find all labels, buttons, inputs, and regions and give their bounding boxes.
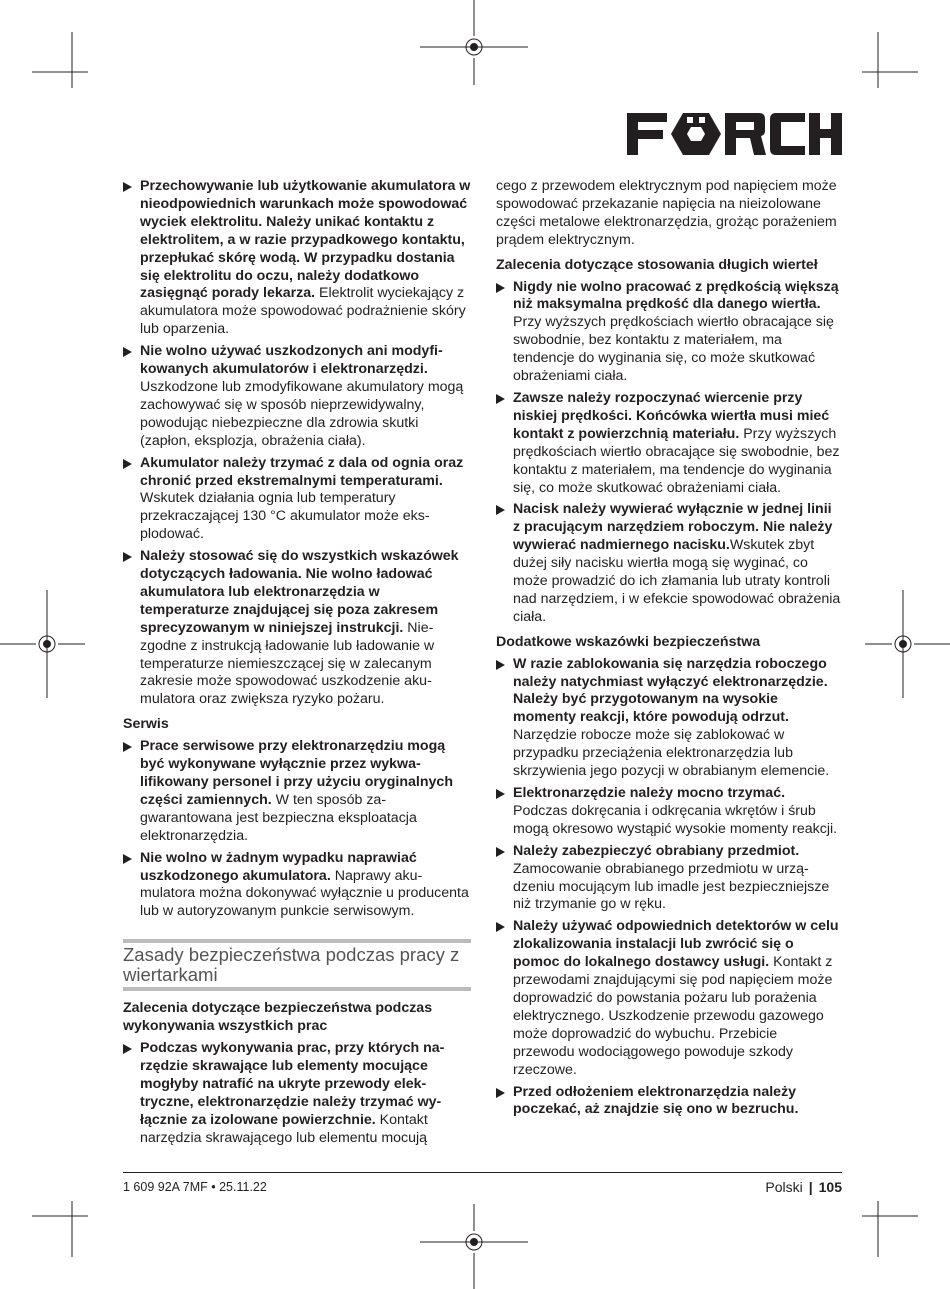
triangle-bullet-icon (123, 347, 132, 357)
triangle-bullet-icon (496, 789, 505, 799)
footer-separator: | (808, 1179, 813, 1195)
bullet-item (496, 390, 842, 497)
bullet-bold-text: Elektronarzędzie należy mocno trzymać. (513, 785, 786, 801)
bullet-bold-text: Nie wolno używać uszkodzonych ani modyfikowanych akumulatorów i elektronarzędzi. (140, 343, 443, 378)
bullet-bold-text: Nie wolno w żadnym wypadku naprawiać uszkodzonego akumulatora. (140, 849, 417, 884)
triangle-bullet-icon (496, 922, 505, 932)
bullet-item (496, 656, 842, 781)
bullet-bold-text: Podczas wykonywania prac, przy których narzędzie skrawające lub elementy mocujące mogłyby natrafić na ukryte przewody elektryczne, elektronarzędzie należy trzymać wyłącznie za izolowane powierzchnie. (140, 1040, 445, 1128)
section-title: Zasady bezpieczeństwa podczas pracy z wiertarkami (123, 944, 460, 986)
serwis-heading: Serwis (123, 716, 169, 733)
triangle-bullet-icon (123, 1044, 132, 1054)
bullet-item (496, 843, 842, 915)
bullet-text: Przy wyższych prędkościach wiertło obracające się swobodnie, bez kontaktu z materiałem, ma tendencje do wyginania się, co może skutkować obrażeniami ciała. (513, 314, 834, 385)
page-number: 105 (818, 1179, 842, 1195)
bullet-item (123, 738, 471, 845)
triangle-bullet-icon (496, 847, 505, 857)
bullet-item (496, 918, 842, 1079)
bullet-item (123, 548, 471, 709)
triangle-bullet-icon (123, 182, 132, 192)
bullet-text: Elektrolit wyciekający z akumulatora może spowodować podrażnienie skóry lub oparzenia. (140, 285, 466, 338)
bullet-text: Kontakt narzędzia skrawającego lub elementu mocują (140, 1111, 428, 1146)
bullet-text: Zamocowanie obrabianego przedmiotu w urządzeniu mocującym lub imadle jest bezpieczniejsze niż trzymanie go w ręku. (513, 860, 830, 913)
section-divider (123, 987, 471, 991)
bullet-bold-text: Należy stosować się do wszystkich wskazówek dotyczących ładowania. Nie wolno ładować akumulatora lub elektronarzędzia w temperaturze znajdującej się poza zakresem sprecyzowanym w niniejszej instrukcji. (140, 548, 459, 636)
bullet-bold-text: W razie zablokowania się narzędzia roboczego należy natychmiast wyłączyć elektronarzędzie. Należy być przygotowanym na wysokie momenty reakcji, które powodują odrzut. (513, 655, 828, 726)
bullet-text: W ten sposób zagwarantowana jest bezpieczna eksploatacja elektronarzędzia. (140, 791, 417, 844)
bullet-text: Niezgodne z instrukcją ładowanie lub ładowanie w temperaturze niemieszczącej się w zalecanym zakresie może spowodować uszkodzenie akumulatora oraz zwiększa ryzyko pożaru. (140, 619, 435, 708)
left-column (123, 178, 471, 1152)
footer-language: Polski (765, 1179, 803, 1195)
footer-divider (123, 1172, 842, 1173)
bullet-bold-text: Przechowywanie lub użytkowanie akumulatora w nieodpowiednich warunkach może spowodować wyciek elektrolitu. Należy unikać kontaktu z elektrolitem, a w razie przypadkowego kontaktu, przepłukać skórę wodą. W przypadku dostania się elektrolitu do oczu, należy dodatkowo zasięgnąć porady lekarza. (140, 178, 471, 302)
triangle-bullet-icon (496, 1088, 505, 1098)
triangle-bullet-icon (123, 854, 132, 864)
bullet-text: Kontakt z przewodami znajdującymi się pod napięciem może doprowadzić do powstania pożaru lub porażenia elektrycznego. Uszkodzenie przewodu gazowego może doprowadzić do wybuchu. Przebicie przewodu wodociągowego powoduje szkody rzeczowe. (513, 954, 833, 1078)
bullet-item (123, 343, 471, 450)
bullet-text: Wskutek zbyt dużej siły nacisku wiertła mogą się wyginać, co może prowadzić do ich złamania lub utraty kontroli nad narzędziem, i w efekcie spowodować obrażenia ciała. (513, 537, 841, 625)
bullet-item (496, 1084, 842, 1120)
bullet-text: Naprawy akumulatora można dokonywać wyłącznie u producenta lub w autoryzowanym punkcie serwisowym. (140, 867, 469, 920)
long-drill-bits-heading: Zalecenia dotyczące stosowania długich wierteł (496, 256, 818, 273)
subsection-heading: Zalecenia dotyczące bezpieczeństwa podczas wykonywania wszystkich prac (123, 1000, 433, 1035)
triangle-bullet-icon (496, 394, 505, 404)
right-column (496, 178, 842, 1123)
forch-logo (627, 111, 842, 157)
page-footer (765, 1179, 842, 1195)
bullet-text: Uszkodzone lub zmodyfikowane akumulatory mogą zachowywać się w sposób nieprzewidywalny, powodując niebezpieczne dla zdrowia skutki (zapłon, eksplozja, obrażenia ciała). (140, 378, 464, 449)
triangle-bullet-icon (496, 505, 505, 515)
bullet-item (496, 501, 842, 626)
bullet-bold-text: Przed odłożeniem elektronarzędzia należy poczekać, aż znajdzie się ono w bezruchu. (513, 1083, 799, 1118)
bullet-bold-text: Akumulator należy trzymać z dala od ognia oraz chronić przed ekstremalnymi temperaturami. (140, 454, 464, 489)
bullet-bold-text: Nigdy nie wolno pracować z prędkością większą niż maksymalna prędkość dla danego wiertła. (513, 278, 839, 313)
continuation-paragraph: cego z przewodem elektrycznym pod napięciem może spowodować przekazanie napięcia na nieizolowane części metalowe elektronarzędzia, grożąc porażeniem prądem elektrycznym. (496, 178, 837, 248)
bullet-item (123, 850, 471, 922)
bullet-bold-text: Prace serwisowe przy elektronarzędziu mogą być wykonywane wyłącznie przez wykwalifikowany personel i przy użyciu oryginalnych części zamiennych. (140, 738, 453, 808)
bullet-bold-text: Należy zabezpieczyć obrabiany przedmiot. (513, 842, 800, 859)
additional-safety-heading: Dodatkowe wskazówki bezpieczeństwa (496, 633, 761, 650)
bullet-item (123, 1040, 471, 1147)
bullet-text: Podczas dokręcania i odkręcania wkrętów i śrub mogą okresowo wystąpić wysokie momenty reakcji. (513, 802, 838, 837)
bullet-bold-text: Zawsze należy rozpoczynać wiercenie przy niskiej prędkości. Końcówka wiertła musi mieć kontakt z powierzchnią materiału. (513, 389, 830, 442)
triangle-bullet-icon (496, 283, 505, 293)
triangle-bullet-icon (123, 552, 132, 562)
bullet-bold-text: Nacisk należy wywierać wyłącznie w jednej linii z pracującym narzędziem roboczym. Nie należy wywierać nadmiernego nacisku. (513, 501, 833, 554)
section-divider (123, 939, 471, 943)
bullet-text: Przy wyższych prędkościach wiertło obracające się swobodnie, bez kontaktu z materiałem, ma tendencje do wyginania się, co może skutkować obrażeniami ciała. (513, 425, 840, 496)
triangle-bullet-icon (496, 660, 505, 670)
bullet-item (496, 785, 842, 839)
document-code: 1 609 92A 7MF • 25.11.22 (123, 1180, 267, 1194)
bullet-text: Narzędzie robocze może się zablokować w przypadku przeciążenia elektronarzędzia lub skrzywienia jego pozycji w obrabianym elemencie. (513, 727, 830, 780)
bullet-text: Wskutek działania ognia lub temperatury przekraczającej 130 °C akumulator może eksplodować. (140, 490, 430, 543)
bullet-bold-text: Należy używać odpowiednich detektorów w celu zlokalizowania instalacji lub zwrócić się o pomoc do lokalnego dostawcy usługi. (513, 918, 839, 971)
bullet-item (123, 455, 471, 545)
bullet-item (123, 178, 471, 339)
bullet-item (496, 279, 842, 386)
triangle-bullet-icon (123, 459, 132, 469)
triangle-bullet-icon (123, 742, 132, 752)
